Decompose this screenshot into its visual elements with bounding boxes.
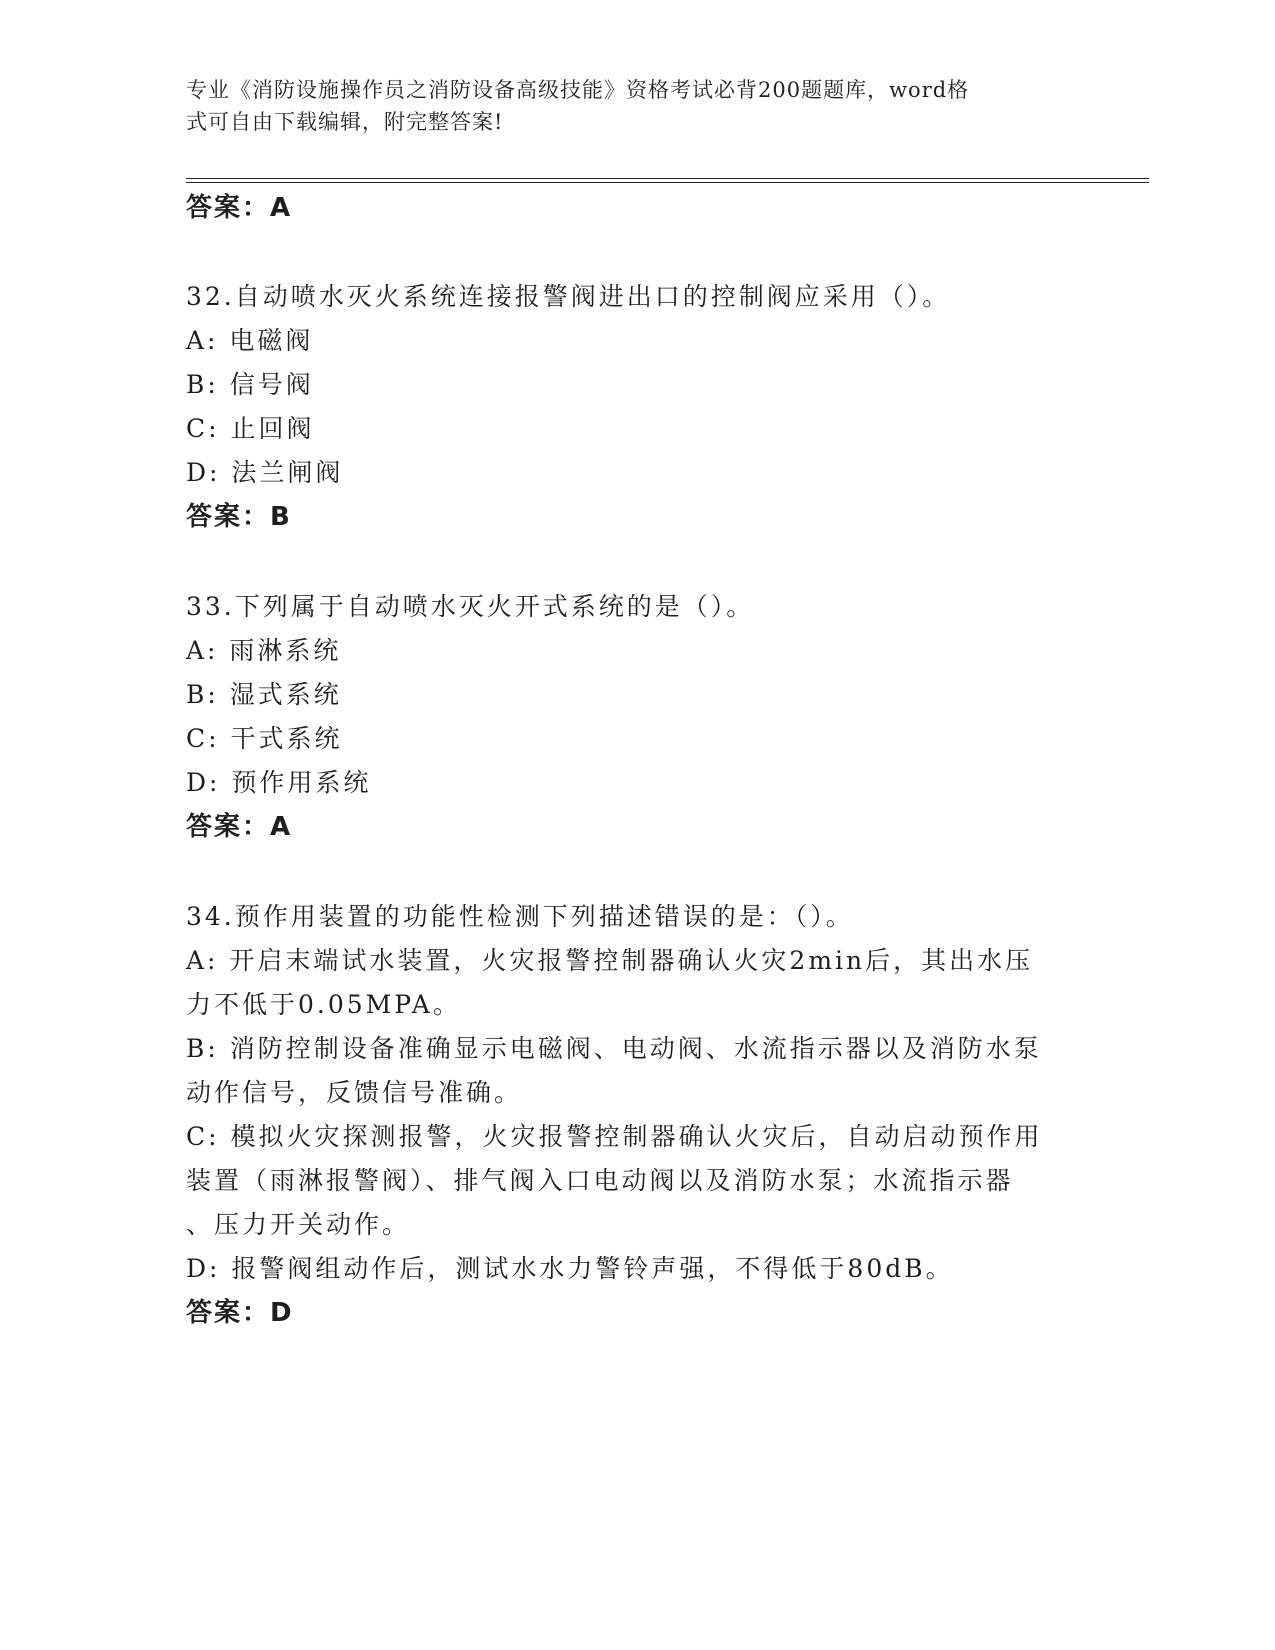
question-32-option-c: C: 止回阀 — [186, 414, 315, 443]
header-divider-bottom — [186, 182, 1149, 183]
header-divider-top — [186, 178, 1149, 179]
question-33-option-a: A: 雨淋系统 — [186, 636, 342, 665]
question-33-option-b: B: 湿式系统 — [186, 680, 342, 709]
previous-answer: 答案：A — [186, 193, 293, 223]
question-32-option-a: A: 电磁阀 — [186, 326, 314, 355]
question-34-option-a-line-2: 力不低于0.05MPA。 — [186, 990, 461, 1019]
question-34-option-c-line-2: 装置（雨淋报警阀）、排气阀入口电动阀以及消防水泵；水流指示器 — [186, 1166, 1014, 1195]
question-33-option-d: D: 预作用系统 — [186, 768, 372, 797]
question-34-answer: 答案：D — [186, 1298, 294, 1328]
header-line-1: 专业《消防设施操作员之消防设备高级技能》资格考试必背200题题库，word格 — [186, 78, 970, 102]
question-34-text: 34.预作用装置的功能性检测下列描述错误的是：（）。 — [186, 902, 854, 931]
question-33-answer: 答案：A — [186, 812, 293, 842]
question-34-option-c-line-1: C: 模拟火灾探测报警，火灾报警控制器确认火灾后，自动启动预作用 — [186, 1122, 1043, 1151]
document-header — [186, 74, 1066, 138]
question-33-option-c: C: 干式系统 — [186, 724, 343, 753]
question-34-option-b-line-2: 动作信号，反馈信号准确。 — [186, 1078, 523, 1107]
question-32-option-b: B: 信号阀 — [186, 370, 314, 399]
question-34-option-d: D: 报警阀组动作后，测试水水力警铃声强，不得低于80dB。 — [186, 1254, 954, 1283]
question-34-option-a-line-1: A: 开启末端试水装置，火灾报警控制器确认火灾2min后，其出水压 — [186, 946, 1034, 975]
header-line-2: 式可自由下载编辑，附完整答案! — [186, 110, 504, 134]
question-34-option-b-line-1: B: 消防控制设备准确显示电磁阀、电动阀、水流指示器以及消防水泵 — [186, 1034, 1042, 1063]
question-32-option-d: D: 法兰闸阀 — [186, 458, 344, 487]
question-32-answer: 答案：B — [186, 502, 292, 532]
question-32-text: 32.自动喷水灭火系统连接报警阀进出口的控制阀应采用（）。 — [186, 282, 951, 311]
question-33-text: 33.下列属于自动喷水灭火开式系统的是（）。 — [186, 592, 755, 621]
question-34-option-c-line-3: 、压力开关动作。 — [186, 1210, 411, 1239]
